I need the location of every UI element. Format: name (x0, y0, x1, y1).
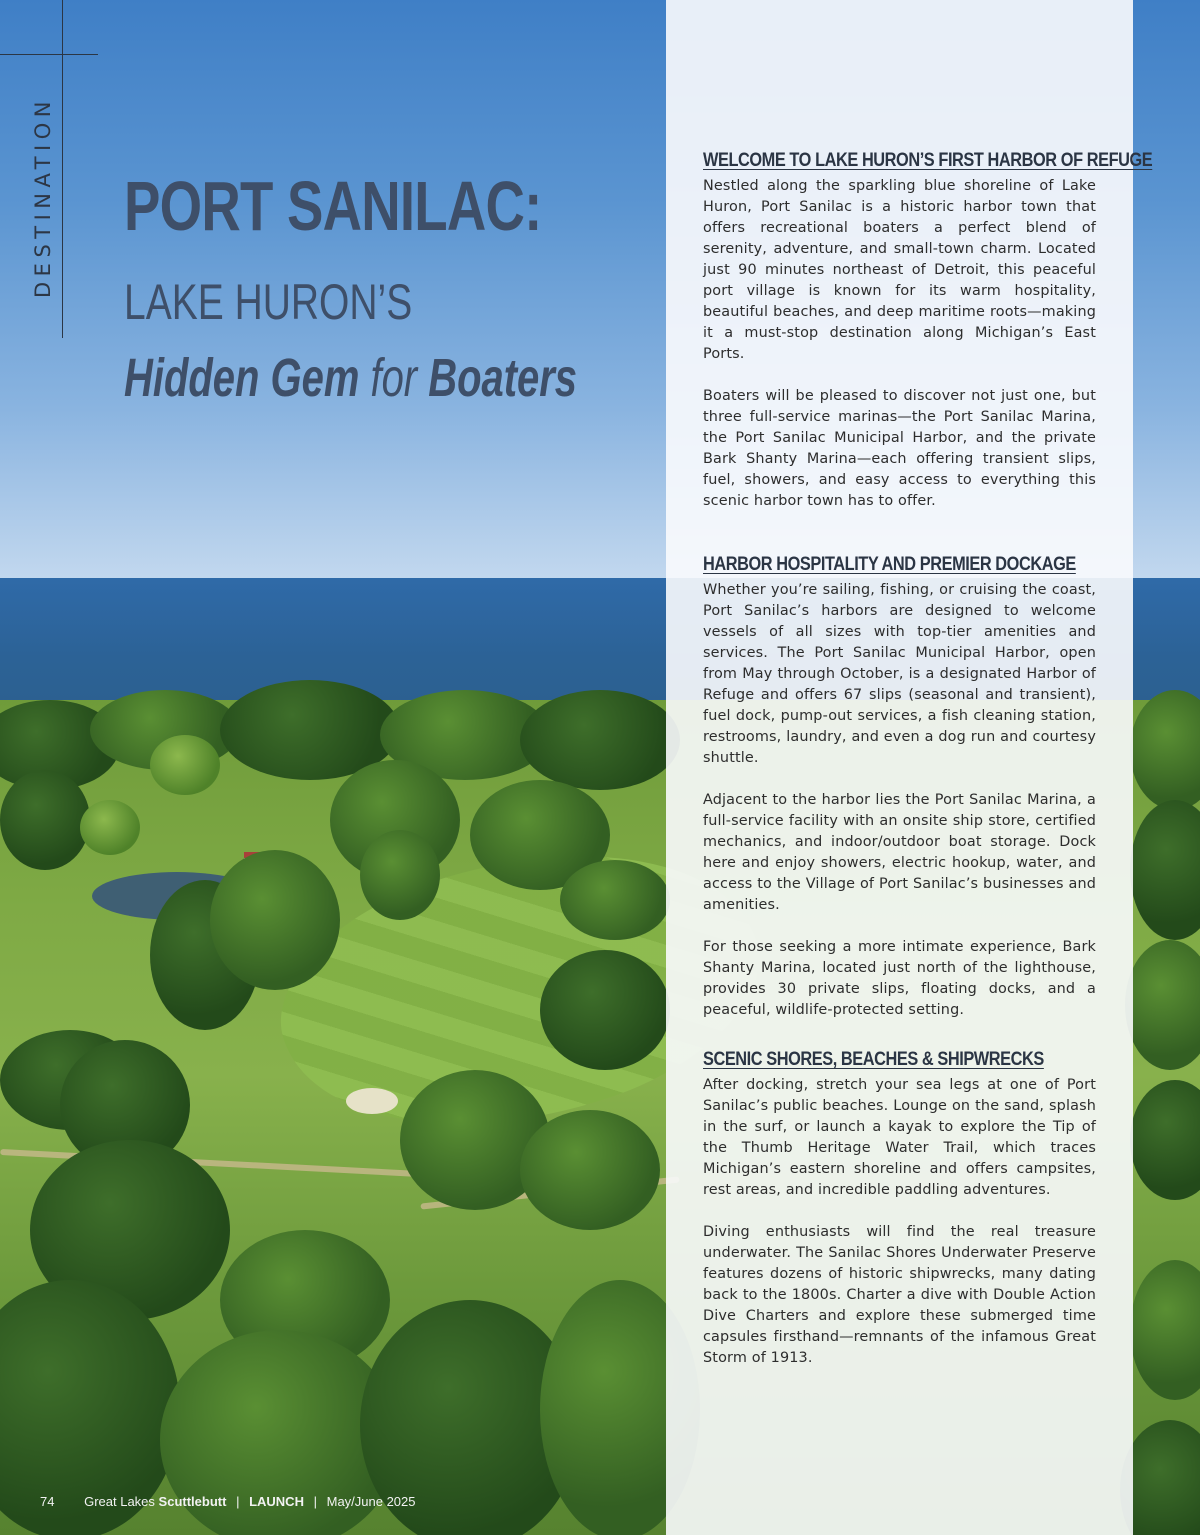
publication-name-bold: Scuttlebutt (158, 1494, 227, 1509)
page-footer (40, 1494, 416, 1509)
page-number: 74 (40, 1494, 55, 1509)
crop-mark-vertical (62, 0, 63, 338)
tagline-part-1: Hidden Gem (124, 348, 360, 408)
section-heading: SCENIC SHORES, BEACHES & SHIPWRECKS (703, 1049, 1044, 1070)
tree (150, 735, 220, 795)
tagline-part-2: for (370, 348, 418, 408)
section-hospitality (703, 554, 1096, 1021)
section-tag: DESTINATION (31, 96, 55, 298)
tree (360, 830, 440, 920)
section-welcome (703, 150, 1153, 512)
paragraph: Adjacent to the harbor lies the Port Sanilac Marina, a full-service facility with an onsite ship store, certified mechanics, and indoor/outdoor boat storage. Dock here and enjoy showers, electric hookup, water, and access to the Village of Port Sanilac’s businesses and amenities. (703, 792, 1096, 913)
section-heading: HARBOR HOSPITALITY AND PREMIER DOCKAGE (703, 554, 1076, 575)
tree (560, 860, 670, 940)
tree (540, 950, 670, 1070)
tree (210, 850, 340, 990)
footer-separator: | (313, 1494, 317, 1509)
section-heading: WELCOME TO LAKE HURON’S FIRST HARBOR OF REFUGE (703, 150, 1153, 171)
paragraph: Boaters will be pleased to discover not just one, but three full-service marinas—the Port Sanilac Marina, the Port Sanilac Municipal Harbor, and the private Bark Shanty Marina—each offering transient slips, fuel, showers, and easy access to everything this scenic harbor town has to offer. (703, 388, 1096, 509)
tree (0, 770, 90, 870)
footer-separator: | (236, 1494, 240, 1509)
issue-date: May/June 2025 (326, 1494, 416, 1509)
headline-tagline (124, 348, 577, 408)
paragraph: For those seeking a more intimate experience, Bark Shanty Marina, located just north of the lighthouse, provides 30 private slips, floating docks, and a peaceful, wildlife-protected setting. (703, 939, 1096, 1018)
paragraph: Diving enthusiasts will find the real treasure underwater. The Sanilac Shores Underwater Preserve features dozens of historic shipwrecks, many dating back to the 1800s. Charter a dive with Double Action Dive Charters and explore these submerged time capsules firsthand—remnants of the infamous Great Storm of 1913. (703, 1224, 1096, 1366)
headline-subtitle: LAKE HURON’S (124, 274, 413, 330)
crop-mark-horizontal (0, 54, 98, 55)
paragraph: Nestled along the sparkling blue shoreline of Lake Huron, Port Sanilac is a historic harbor town that offers recreational boaters a perfect blend of serenity, adventure, and small-town charm. Located just 90 minutes northeast of Detroit, this peaceful port village is known for its warm hospitality, beautiful beaches, and deep maritime roots—making it a must-stop destination along Michigan’s East Ports. (703, 178, 1096, 362)
tree (520, 690, 680, 790)
paragraph: After docking, stretch your sea legs at one of Port Sanilac’s public beaches. Lounge on the sand, splash in the surf, or launch a kayak to explore the Tip of the Thumb Heritage Water Trail, which traces Michigan’s eastern shoreline and offers campsites, rest areas, and incredible paddling adventures. (703, 1077, 1096, 1198)
publication-name (84, 1494, 226, 1509)
section-name: LAUNCH (249, 1494, 304, 1509)
tree (520, 1110, 660, 1230)
article-body (703, 150, 1153, 1369)
section-shores (703, 1049, 1096, 1369)
tree (80, 800, 140, 855)
headline-title: PORT SANILAC: (124, 167, 542, 245)
headline (124, 166, 736, 408)
sand-bunker (346, 1088, 398, 1114)
publication-name-regular: Great Lakes (84, 1494, 155, 1509)
tagline-part-3: Boaters (428, 348, 578, 408)
paragraph: Whether you’re sailing, fishing, or cruising the coast, Port Sanilac’s harbors are designed to welcome vessels of all sizes with top-tier amenities and services. The Port Sanilac Municipal Harbor, open from May through October, is a designated Harbor of Refuge and offers 67 slips (seasonal and transient), fuel dock, pump-out services, a fish cleaning station, restrooms, laundry, and even a dog run and courtesy shuttle. (703, 582, 1096, 766)
